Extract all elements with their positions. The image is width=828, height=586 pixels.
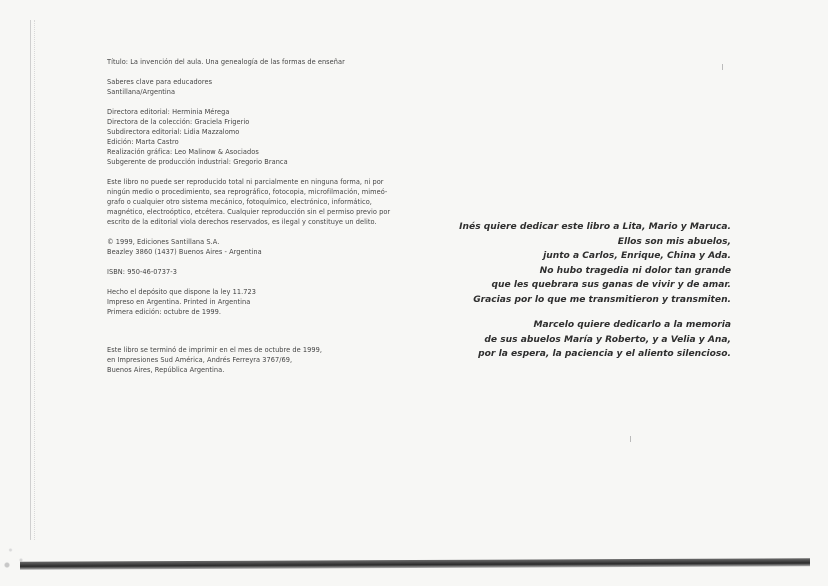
copyright-line: © 1999, Ediciones Santillana S.A. bbox=[107, 238, 220, 246]
credit-line: Subdirectora editorial: Lidia Mazzalomo bbox=[107, 128, 240, 136]
dedication bbox=[411, 220, 731, 362]
dedication-line: de sus abuelos María y Roberto, y a Velia y Ana, bbox=[484, 334, 731, 345]
legal-notice bbox=[107, 177, 427, 227]
dedication-line: No hubo tragedia ni dolor tan grande bbox=[539, 265, 731, 276]
dedication-line: Gracias por lo que me transmitieron y transmiten. bbox=[473, 294, 731, 305]
deposit-line: Impreso en Argentina. Printed in Argentina bbox=[107, 298, 251, 306]
dedication-line: Ellos son mis abuelos, bbox=[617, 236, 731, 247]
credit-line: Subgerente de producción industrial: Gregorio Branca bbox=[107, 158, 288, 166]
series-block bbox=[107, 77, 427, 97]
printing-line: en Impresiones Sud América, Andrés Ferreyra 3767/69, bbox=[107, 356, 293, 364]
dedication-gap bbox=[411, 307, 731, 318]
scan-bottom-edge bbox=[20, 558, 810, 569]
isbn: ISBN: 950-46-0737-3 bbox=[107, 268, 177, 276]
scan-mark bbox=[722, 64, 723, 70]
printing-block bbox=[107, 345, 427, 375]
copyright-line: Beazley 3860 (1437) Buenos Aires - Argentina bbox=[107, 248, 262, 256]
credit-line: Directora de la colección: Graciela Frigerio bbox=[107, 118, 250, 126]
credit-line: Edición: Marta Castro bbox=[107, 138, 179, 146]
dedication-line: por la espera, la paciencia y el aliento silencioso. bbox=[478, 349, 731, 359]
legal-line: escrito de la editorial viola derechos reservados, es ilegal y constituye un delito. bbox=[107, 218, 377, 226]
credit-line: Realización gráfica: Leo Malinow & Asociados bbox=[107, 148, 259, 156]
credits-block bbox=[107, 107, 427, 167]
legal-line: grafo o cualquier otro sistema mecánico, fotoquímico, electrónico, informático, bbox=[107, 198, 372, 206]
credit-line: Directora editorial: Herminia Mérega bbox=[107, 108, 230, 116]
printing-line: Buenos Aires, República Argentina. bbox=[107, 366, 225, 374]
dedication-line: Inés quiere dedicar este libro a Lita, Mario y Maruca. bbox=[459, 222, 731, 232]
colophon bbox=[107, 57, 427, 385]
dedication-line: que les quebrara sus ganas de vivir y de amar. bbox=[491, 280, 731, 290]
printing-line: Este libro se terminó de imprimir en el mes de octubre de 1999, bbox=[107, 346, 323, 354]
series-line: Santillana/Argentina bbox=[107, 88, 176, 96]
series-line: Saberes clave para educadores bbox=[107, 78, 213, 86]
legal-line: ningún medio o procedimiento, sea reprográfico, fotocopia, microfilmación, mimeó- bbox=[107, 188, 388, 196]
dedication-line: junto a Carlos, Enrique, China y Ada. bbox=[543, 251, 731, 261]
deposit-line: Primera edición: octubre de 1999. bbox=[107, 308, 221, 316]
page-edge bbox=[30, 20, 35, 540]
deposit-line: Hecho el depósito que dispone la ley 11.723 bbox=[107, 288, 256, 296]
deposit-block bbox=[107, 287, 427, 317]
legal-line: magnético, electroóptico, etcétera. Cualquier reproducción sin el permiso previo por bbox=[107, 208, 391, 216]
book-title-line: Título: La invención del aula. Una genealogía de las formas de enseñar bbox=[107, 58, 345, 66]
dedication-line: Marcelo quiere dedicarlo a la memoria bbox=[533, 320, 731, 330]
scan-mark bbox=[630, 436, 631, 442]
legal-line: Este libro no puede ser reproducido total ni parcialmente en ninguna forma, ni por bbox=[107, 178, 384, 186]
copyright-block bbox=[107, 237, 427, 257]
